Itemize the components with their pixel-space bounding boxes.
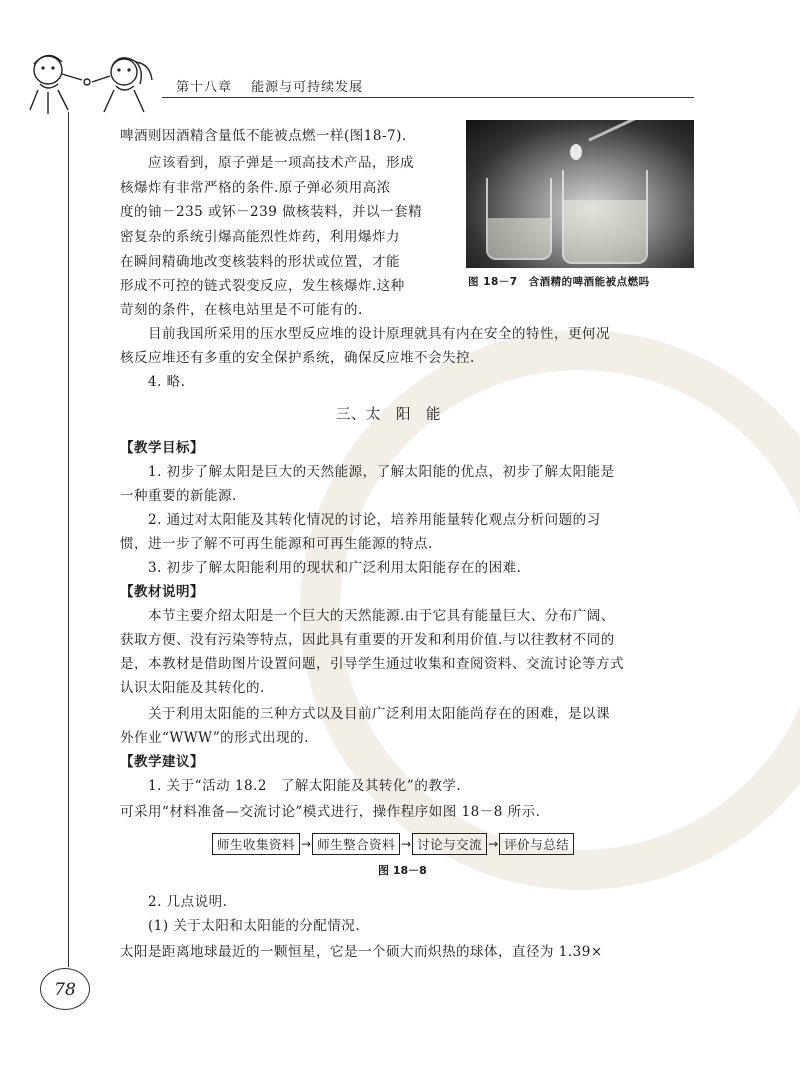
subheading-teaching-suggestions: 【教学建议】 bbox=[120, 754, 204, 770]
text-line: 太阳是距离地球最近的一颗恒星，它是一个硕大而炽热的球体，直径为 1.39× bbox=[120, 944, 603, 960]
figure-18-8-label: 图 18－8 bbox=[378, 864, 427, 877]
flow-step-4: 评价与总结 bbox=[499, 833, 574, 855]
chapter-number: 第十八章 bbox=[176, 80, 233, 95]
text-line: 度的铀－235 或钚－239 做核装料，并以一套精 bbox=[120, 204, 423, 220]
text-line: 本节主要介绍太阳是一个巨大的天然能源.由于它具有能量巨大、分布广阔、 bbox=[148, 608, 615, 624]
text-line: 2. 通过对太阳能及其转化情况的讨论，培养用能量转化观点分析问题的习 bbox=[148, 512, 601, 528]
flow-step-1: 师生收集资料 bbox=[212, 833, 300, 855]
text-line: 1. 关于“活动 18.2 了解太阳能及其转化”的教学. bbox=[148, 778, 462, 794]
arrow-right-icon: → bbox=[401, 837, 412, 851]
text-line: 苛刻的条件，在核电站里是不可能有的. bbox=[120, 302, 363, 318]
figure-18-7-caption: 图 18－7 含酒精的啤酒能被点燃吗 bbox=[468, 276, 650, 288]
text-line: 关于利用太阳能的三种方式以及目前广泛利用太阳能尚存在的困难，是以课 bbox=[148, 706, 610, 722]
text-line: 是，本教材是借助图片设置问题，引导学生通过收集和查阅资料、交流讨论等方式 bbox=[120, 656, 624, 672]
text-line: (1) 关于太阳和太阳能的分配情况. bbox=[148, 918, 361, 934]
text-line: 应该看到，原子弹是一项高技术产品，形成 bbox=[148, 155, 414, 171]
text-line: 目前我国所采用的压水型反应堆的设计原理就具有内在安全的特性，更何况 bbox=[148, 326, 610, 342]
subheading-textbook-notes: 【教材说明】 bbox=[120, 584, 204, 600]
text-line: 3. 初步了解太阳能利用的现状和广泛利用太阳能存在的困难. bbox=[148, 560, 522, 576]
text-line: 外作业“WWW”的形式出现的. bbox=[120, 730, 309, 746]
text-line: 一种重要的新能源. bbox=[120, 488, 237, 504]
text-line: 在瞬间精确地改变核装料的形状或位置，才能 bbox=[120, 254, 400, 270]
text-line: 核反应堆还有多重的安全保护系统，确保反应堆不会失控. bbox=[120, 350, 475, 366]
section-heading: 三、太 阳 能 bbox=[336, 407, 441, 423]
text-line: 获取方便、没有污染等特点，因此具有重要的开发和利用价值.与以往教材不同的 bbox=[120, 632, 615, 648]
text-line: 2. 几点说明. bbox=[148, 894, 228, 910]
arrow-right-icon: → bbox=[488, 837, 499, 851]
flow-step-2: 师生整合资料 bbox=[312, 833, 400, 855]
text-line: 1. 初步了解太阳是巨大的天然能源，了解太阳能的优点，初步了解太阳能是 bbox=[148, 464, 615, 480]
text-line: 核爆炸有非常严格的条件.原子弹必须用高浓 bbox=[120, 180, 391, 196]
flow-step-3: 讨论与交流 bbox=[412, 833, 487, 855]
text-line: 密复杂的系统引爆高能烈性炸药，利用爆炸力 bbox=[120, 229, 400, 245]
figure-18-8-flowchart bbox=[212, 833, 574, 855]
arrow-right-icon: → bbox=[301, 837, 312, 851]
chapter-title: 能源与可持续发展 bbox=[251, 80, 364, 95]
text-line: 4. 略. bbox=[148, 374, 186, 390]
text-line: 可采用“材料准备—交流讨论”模式进行，操作程序如图 18－8 所示. bbox=[120, 804, 541, 820]
page-number: 78 bbox=[40, 968, 90, 1010]
text-line: 惯，进一步了解不可再生能源和可再生能源的特点. bbox=[120, 536, 433, 552]
text-line: 形成不可控的链式裂变反应，发生核爆炸.这种 bbox=[120, 278, 405, 294]
text-line: 啤酒则因酒精含量低不能被点燃一样(图18-7). bbox=[120, 128, 407, 144]
subheading-teaching-goals: 【教学目标】 bbox=[120, 440, 204, 456]
text-line: 认识太阳能及其转化的. bbox=[120, 680, 265, 696]
